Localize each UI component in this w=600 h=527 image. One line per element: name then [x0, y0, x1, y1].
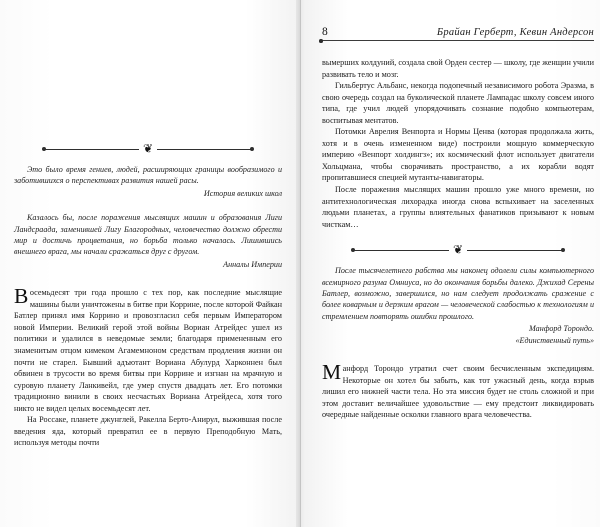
body-paragraph — [322, 360, 594, 421]
epigraph-right — [322, 265, 594, 322]
right-page — [300, 0, 600, 527]
spacer — [322, 256, 594, 265]
epigraph-right-attribution — [322, 323, 594, 346]
drop-cap-letter: М — [322, 360, 342, 385]
spacer — [14, 270, 282, 287]
spacer — [14, 199, 282, 212]
attribution-author: Манфорд Торондо. — [529, 324, 594, 334]
body-paragraph: На Россаке, планете джунглей, Ракелла Берто-Анирул, выжившая после введения яда, который превратил ее в первую Преподобную Мать, используя методы почти — [14, 415, 282, 448]
body-paragraph: вымерших колдуний, создала свой Орден сестер — школу, где женщин учили развивать тело и мозг. — [322, 58, 594, 79]
epigraph-right-text: После тысячелетнего рабства мы наконец одолели силы компьютерного всемирного разума Омниуса, но до окончания борьбы далеко. Джихад Серены Батлер, возможно, завершился, но нам следует продолжать сражение с более коварным и дерзким врагом — человеческой слабостью к технологиям и стремлением повторять ошибки прошлого. — [322, 266, 594, 321]
ornament-divider-right — [352, 243, 564, 256]
attribution-source: История великих школ — [203, 188, 282, 198]
attribution-source: Анналы Империи — [223, 259, 282, 269]
spacer — [322, 346, 594, 363]
page-number: 8 — [322, 26, 328, 38]
fleuron-icon: ❦ — [139, 142, 157, 154]
body-paragraph-text: анфорд Торондо утратил счет своим бесчисленным экспедициям. Некоторые он хотел бы забыть, как тот ужасный день, когда взрыв лишил его нижней части тела. Но эта миссия будет не столь сложной и при этом доставит величайшее удовольствие — ему предстоит ликвидировать очередные найденные осколки главного врага человечества. — [322, 364, 594, 420]
epigraph-1-attribution — [14, 188, 282, 199]
epigraph-1 — [14, 164, 282, 187]
fleuron-icon: ❦ — [449, 243, 467, 255]
body-paragraph-text: осемьдесят три года прошло с тех пор, как последние мыслящие машины были уничтожены в битве при Коррине, после которой Файкан Батлер принял имя Коррино и провозгласил себя первым Императором новой Империи. Великий герой этой войны Вориан Атрейдес ушел из политики и удалился в неведомые земли; благодаря примененным его знаменитым отцом кимеком Агамемноном средствам продления жизни он почти не старел. Бывший адъютант Вориана Абулурд Харконнен был обвинен в трусости во время битвы при Коррине и изгнан на мрачную и суровую планету Ланкивейл, где умер спустя двадцать лет. Его потомки традиционно винили в своих несчастьях Вориана Атрейдеса, хотя того никто не видел целых восемьдесят лет. — [14, 288, 282, 413]
right-page-body-bottom — [322, 360, 594, 421]
epigraph-2 — [14, 212, 282, 258]
drop-cap-letter: В — [14, 284, 29, 309]
body-paragraph: После поражения мыслящих машин прошло уже много времени, но антитехнологическая лихорадка иногда снова вспыхивает на заселенных людьми планетах, а группы влиятельных фанатиков призывают к новым чисткам… — [322, 185, 594, 229]
body-paragraph: Гильбертус Альбанс, некогда подопечный независимого робота Эразма, в свою очередь создал на буколической планете Лампадас школу совсем иного типа, где учил людей упорядочивать сознание подобно компьютерам, воспитывая ментатов. — [322, 81, 594, 125]
ornament-divider-left — [43, 142, 252, 155]
left-page-top-spacer — [14, 26, 282, 142]
running-head-authors: Брайан Герберт, Кевин Андерсон — [436, 27, 594, 38]
epigraph-2-attribution — [14, 259, 282, 270]
epigraph-1-text: Это было время гениев, людей, расширяющих границы вообразимого и заботившихся о перспективах развития нашей расы. — [14, 165, 282, 186]
right-page-body-top — [322, 57, 594, 230]
spacer — [14, 155, 282, 164]
body-paragraph — [14, 284, 282, 414]
running-head — [322, 26, 594, 41]
left-page-body — [14, 284, 282, 449]
attribution-work: «Единственный путь» — [515, 335, 594, 345]
body-paragraph: Потомки Аврелия Венпорта и Нормы Ценва (которая продолжала жить, хотя и в очень измененном виде) построили мощную коммерческую империю «Венпорт холдингз»; их космический флот использует двигатели Хольцмана, чтобы сворачивать пространство, а их корабли водят пропитавшиеся специей мутанты-навигаторы. — [322, 127, 594, 183]
epigraph-2-text: Казалось бы, после поражения мыслящих машин и образования Лиги Ландсраада, заменившей Лигу Благородных, человечество должно обрести мир и достичь процветания, но борьба только началась. Лишившись внешнего врага, мы начали сражаться друг с другом. — [14, 213, 282, 257]
